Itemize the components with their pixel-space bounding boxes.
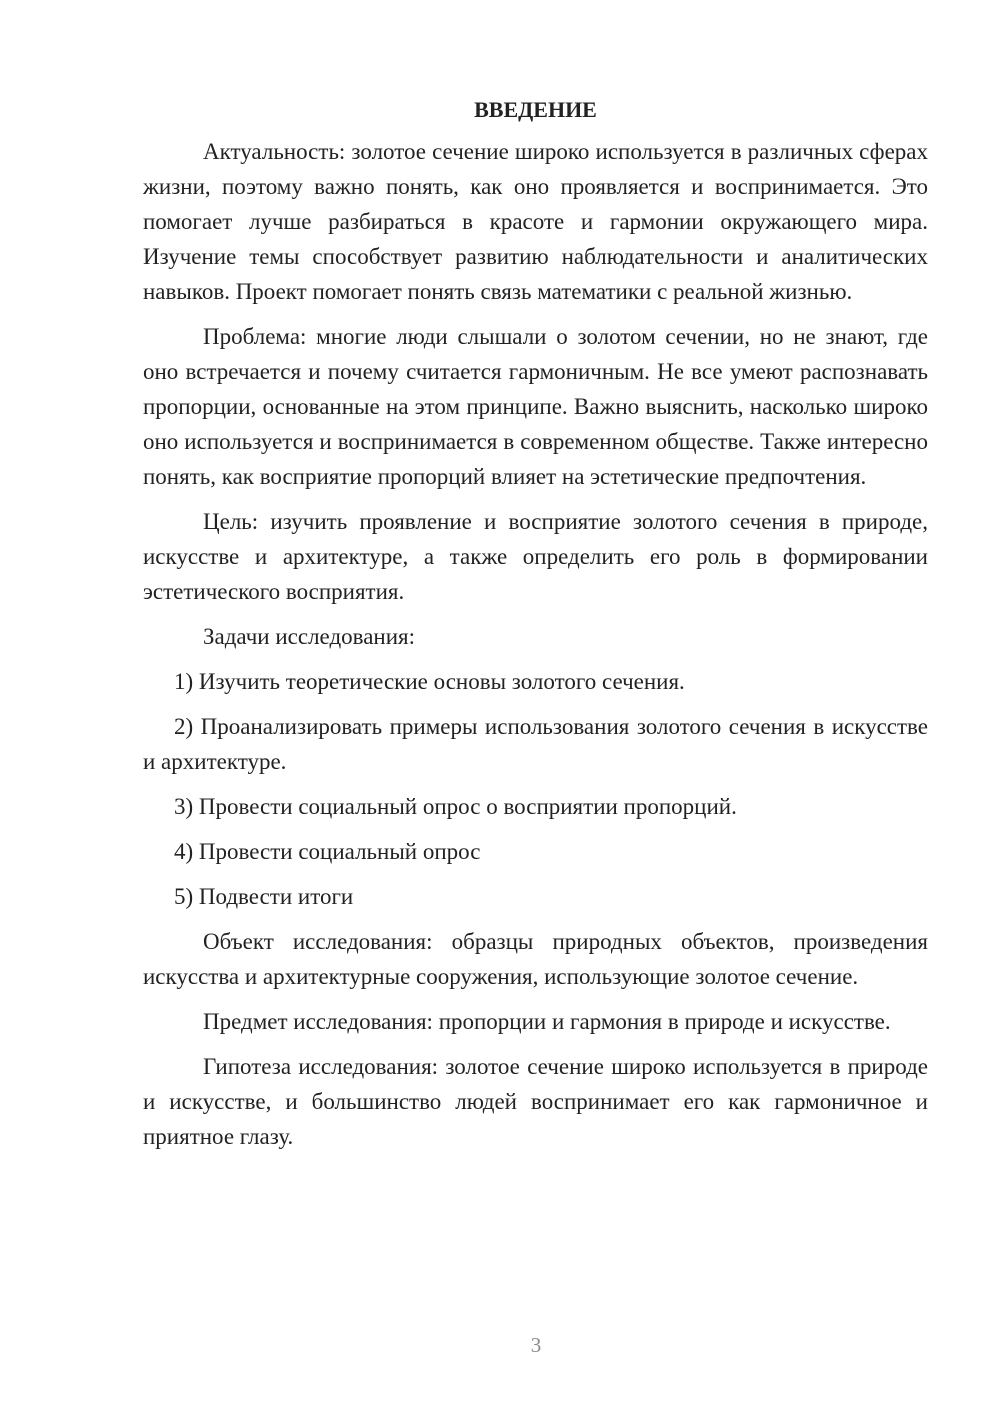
relevance-paragraph: Актуальность: золотое сечение широко используется в различных сферах жизни, поэтому важно понять, как оно проявляется и воспринимается. Это помогает лучше разбираться в красоте и гармонии окружающего мира. Изучение темы способствует развитию наблюдательности и аналитических навыков. Проект помогает понять связь математики с реальной жизнью. [143, 139, 928, 304]
goal-paragraph: Цель: изучить проявление и восприятие золотого сечения в природе, искусстве и архитектуре, а также определить его роль в формировании эстетического восприятия. [143, 509, 928, 604]
problem-paragraph: Проблема: многие люди слышали о золотом сечении, но не знают, где оно встречается и почему считается гармоничным. Не все умеют распознавать пропорции, основанные на этом принципе. Важно выяснить, насколько широко оно используется и воспринимается в современном обществе. Также интересно понять, как восприятие пропорций влияет на эстетические предпочтения. [143, 324, 928, 489]
task-item: 2) Проанализировать примеры использования золотого сечения в искусстве и архитектуре. [143, 714, 928, 774]
section-title: ВВЕДЕНИЕ [474, 97, 597, 122]
subject-paragraph: Предмет исследования: пропорции и гармония в природе и искусстве. [203, 1009, 891, 1034]
task-item: 4) Провести социальный опрос [174, 839, 481, 864]
page-number: 3 [530, 1333, 542, 1357]
task-item: 1) Изучить теоретические основы золотого сечения. [174, 669, 685, 694]
task-item: 3) Провести социальный опрос о восприятии пропорций. [174, 794, 737, 819]
task-item: 5) Подвести итоги [174, 884, 354, 909]
tasks-heading: Задачи исследования: [203, 624, 416, 649]
object-paragraph: Объект исследования: образцы природных объектов, произведения искусства и архитектурные сооружения, использующие золотое сечение. [143, 929, 928, 989]
hypothesis-paragraph: Гипотеза исследования: золотое сечение широко используется в природе и искусстве, и большинство людей воспринимает его как гармоничное и приятное глазу. [143, 1054, 928, 1149]
document-body [143, 92, 928, 1164]
